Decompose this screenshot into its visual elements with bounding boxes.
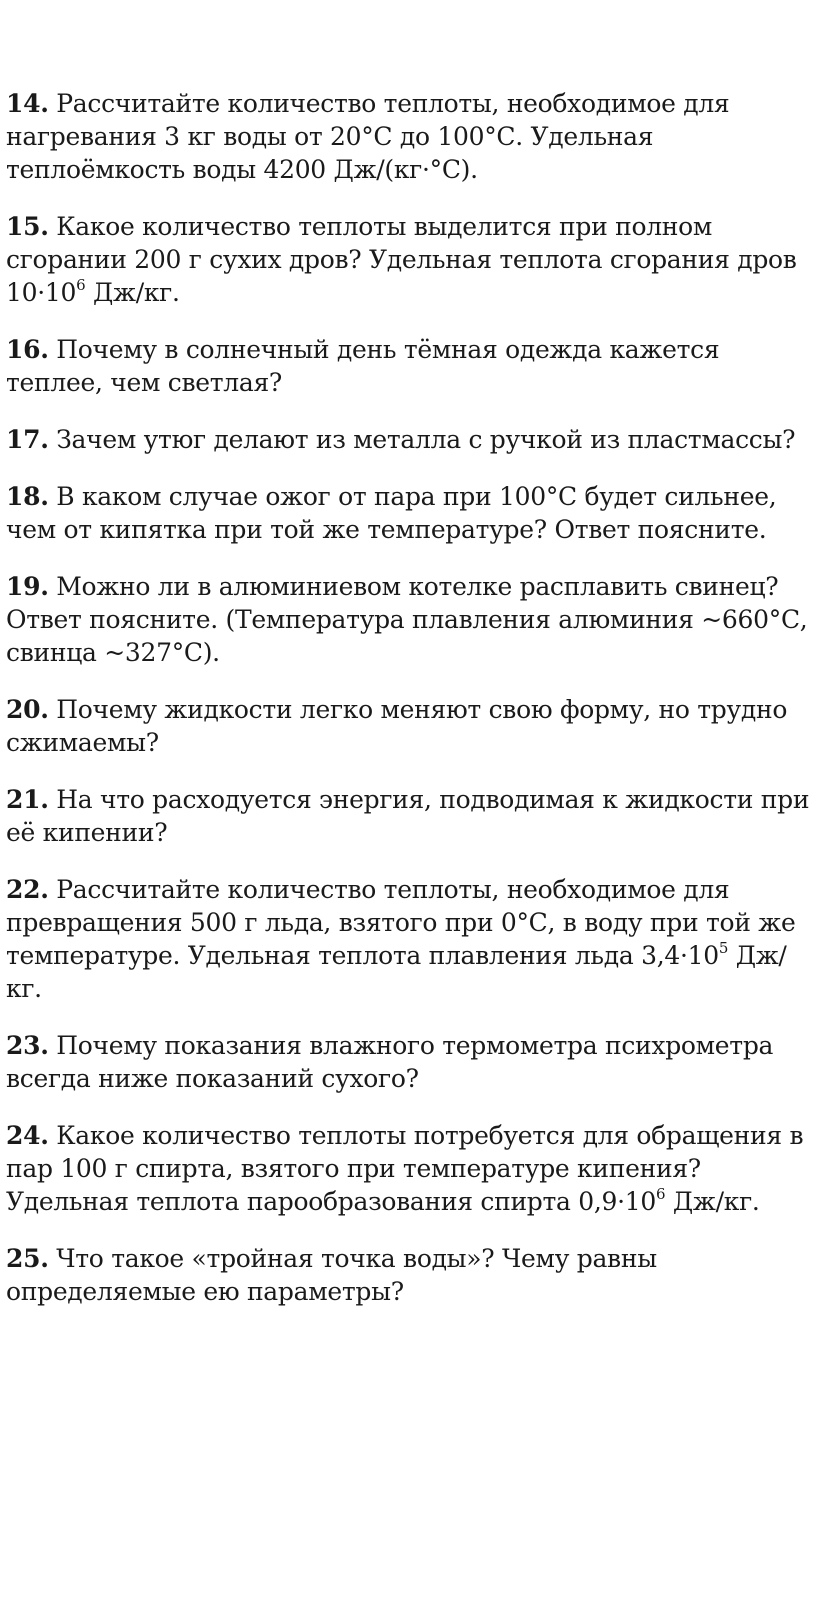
question-item: [6, 423, 810, 456]
question-number: 19.: [6, 572, 49, 601]
question-number: 14.: [6, 89, 49, 118]
question-text: На что расходуется энергия, подводимая к жидкости при её кипении?: [6, 785, 810, 847]
question-number: 16.: [6, 335, 49, 364]
question-item: [6, 693, 810, 759]
question-item: [6, 1242, 810, 1308]
question-item: [6, 873, 810, 1005]
question-number: 18.: [6, 482, 49, 511]
question-text: Рассчитайте количество теплоты, необходимое для превращения 500 г льда, взятого при 0°С, в воду при той же температуре. Удельная теплота плавления льда 3,4·10: [6, 875, 796, 970]
question-text: Рассчитайте количество теплоты, необходимое для нагревания 3 кг воды от 20°С до 100°С. Удельная теплоёмкость воды 4200 Дж/(кг·°С).: [6, 89, 730, 184]
question-text: Зачем утюг делают из металла с ручкой из пластмассы?: [48, 425, 796, 454]
exponent: 6: [76, 275, 86, 294]
question-number: 15.: [6, 212, 49, 241]
exponent: 6: [656, 1184, 666, 1203]
question-text: Почему в солнечный день тёмная одежда кажется теплее, чем светлая?: [6, 335, 720, 397]
question-text: Почему жидкости легко меняют свою форму, но трудно сжимаемы?: [6, 695, 788, 757]
question-text: Какое количество теплоты потребуется для обращения в пар 100 г спирта, взятого при температуре кипения? Удельная теплота парообразования спирта 0,9·10: [6, 1121, 804, 1216]
question-number: 23.: [6, 1031, 49, 1060]
question-item: [6, 1029, 810, 1095]
question-number: 20.: [6, 695, 49, 724]
question-text: Дж/кг.: [6, 941, 787, 1003]
question-item: [6, 333, 810, 399]
question-number: 24.: [6, 1121, 49, 1150]
question-text: Дж/кг.: [665, 1187, 760, 1216]
question-item: [6, 210, 810, 309]
question-item: [6, 480, 810, 546]
question-text: Что такое «тройная точка воды»? Чему равны определяемые ею параметры?: [6, 1244, 657, 1306]
exponent: 5: [718, 938, 729, 957]
question-number: 22.: [6, 875, 49, 904]
question-text: Дж/кг.: [85, 278, 180, 307]
question-number: 25.: [6, 1244, 49, 1273]
question-text: Какое количество теплоты выделится при полном сгорании 200 г сухих дров? Удельная теплота сгорания дров 10·10: [6, 212, 797, 307]
question-text: Почему показания влажного термометра психрометра всегда ниже показаний сухого?: [6, 1031, 774, 1093]
question-text: В каком случае ожог от пара при 100°С будет сильнее, чем от кипятка при той же температуре? Ответ поясните.: [6, 482, 777, 544]
question-number: 21.: [6, 785, 49, 814]
question-item: [6, 87, 810, 186]
question-item: [6, 1119, 810, 1218]
question-text: Можно ли в алюминиевом котелке расплавить свинец? Ответ поясните. (Температура плавления алюминия ~660°С, свинца ~327°С).: [6, 572, 808, 667]
question-item: [6, 783, 810, 849]
question-number: 17.: [6, 425, 49, 454]
question-item: [6, 570, 810, 669]
